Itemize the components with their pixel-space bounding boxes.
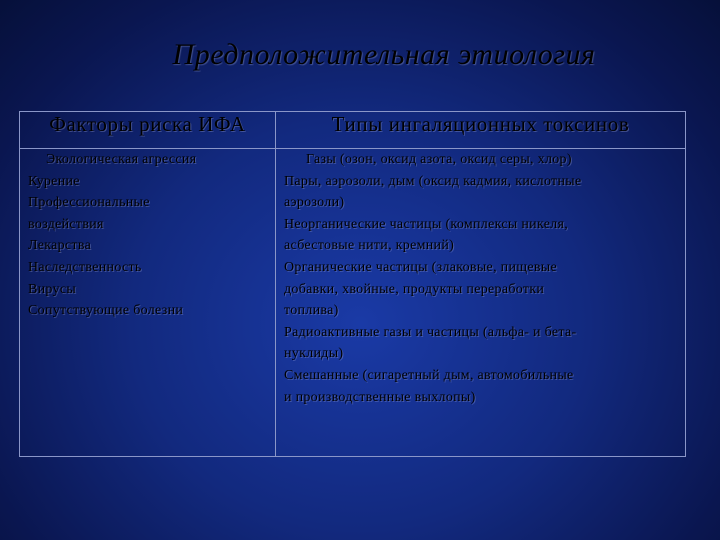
table-body-row (20, 149, 686, 457)
risk-factor-item: Вирусы (28, 281, 77, 297)
risk-factor-item: воздействия (28, 216, 104, 232)
toxin-type-line: Пары, аэрозоли, дым (оксид кадмия, кислотные (284, 173, 582, 189)
header-risk-factors: Факторы риска ИФА (20, 112, 276, 149)
toxin-type-line: топлива) (284, 303, 339, 319)
risk-factors-cell (20, 149, 276, 457)
toxin-type-line: Газы (озон, оксид азота, оксид серы, хлор) (306, 152, 572, 167)
toxin-type-line: и производственные выхлопы) (284, 389, 476, 405)
toxin-type-line: Радиоактивные газы и частицы (альфа- и бета- (284, 324, 577, 340)
risk-factor-item: Курение (28, 173, 80, 189)
toxin-type-line: асбестовые нити, кремний) (284, 238, 455, 254)
toxin-types-cell (276, 149, 686, 457)
slide-title: Предположительная этиология (172, 38, 596, 71)
toxin-type-line: Органические частицы (злаковые, пищевые (284, 259, 557, 275)
header-toxin-types: Типы ингаляционных токсинов (276, 112, 686, 149)
risk-factor-item: Лекарства (28, 238, 92, 254)
risk-factor-item: Сопутствующие болезни (28, 303, 184, 319)
toxin-type-line: добавки, хвойные, продукты переработки (284, 281, 545, 297)
risk-factor-item: Наследственность (28, 259, 142, 275)
toxin-type-line: Смешанные (сигаретный дым, автомобильные (284, 367, 574, 383)
risk-factor-item: Профессиональные (28, 195, 150, 211)
risk-factor-item: Экологическая агрессия (46, 152, 197, 167)
etiology-table (19, 111, 686, 457)
table-header-row (20, 112, 686, 149)
toxin-type-line: Неорганические частицы (комплексы никеля, (284, 216, 569, 232)
toxin-type-line: аэрозоли) (284, 195, 345, 211)
toxin-type-line: нуклиды) (284, 346, 344, 362)
